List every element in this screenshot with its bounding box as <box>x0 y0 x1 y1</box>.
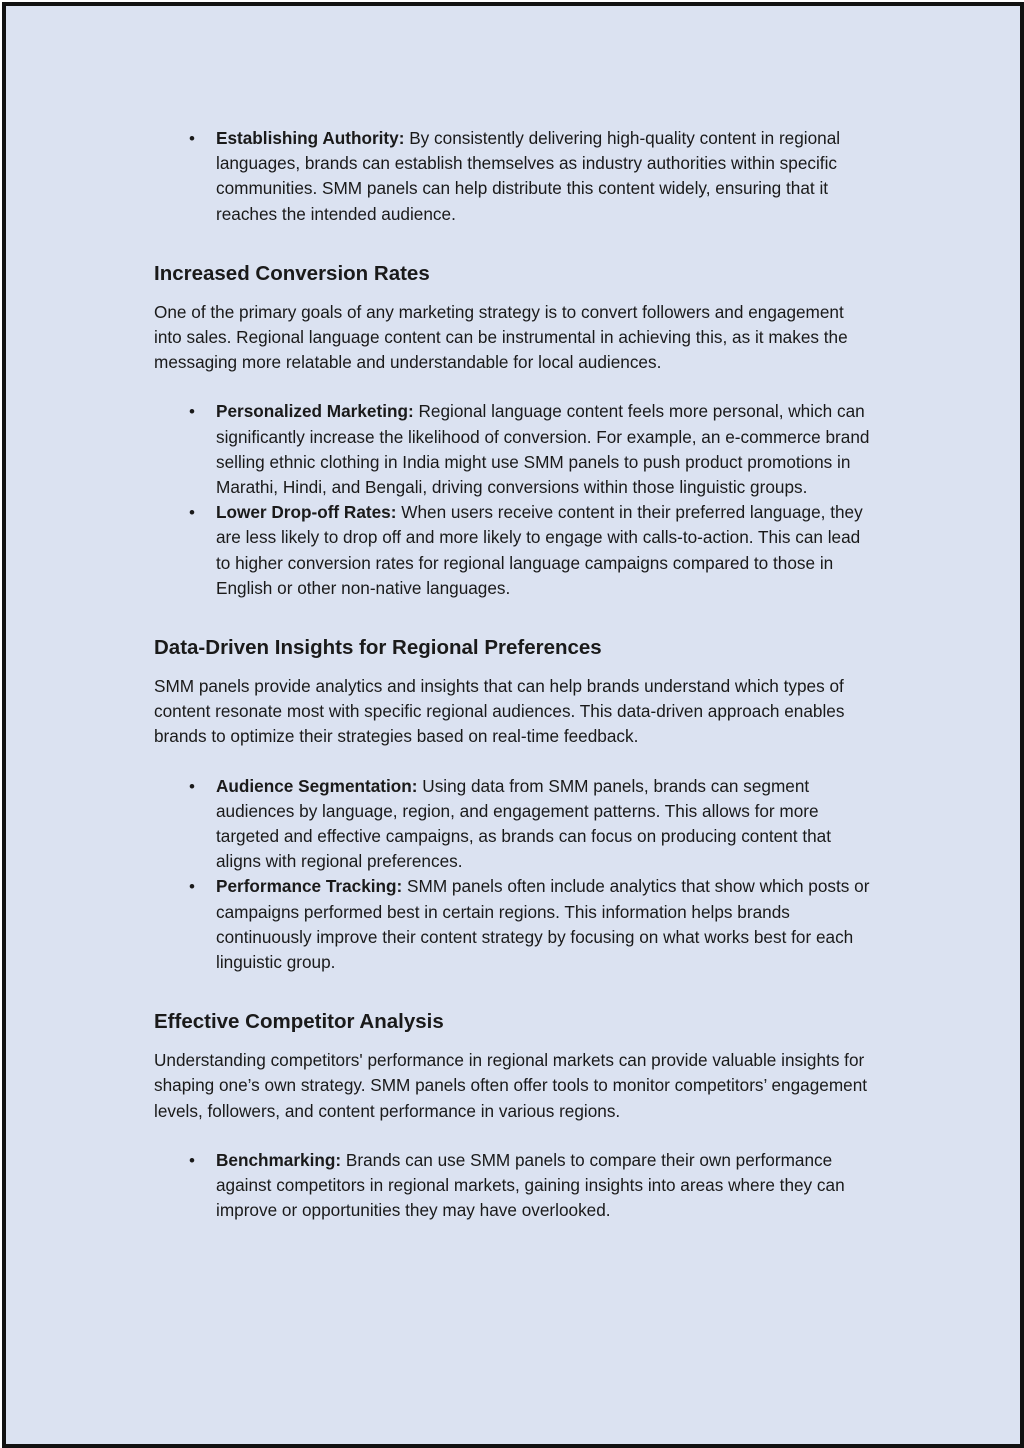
section-effective-competitor-analysis <box>154 1008 874 1223</box>
bullet-label: Performance Tracking: <box>216 876 403 897</box>
bullet-dot-icon: • <box>189 1150 195 1170</box>
intro-bullet-list <box>154 126 874 227</box>
bullet-text: When users receive content in their preferred language, they are less likely to drop off and more likely to engage with calls-to-action. This can lead to higher conversion rates for regional language campaigns compared to those in English or other non-native languages. <box>216 502 863 598</box>
bullet-label: Lower Drop-off Rates: <box>216 502 397 523</box>
bullet-label: Audience Segmentation: <box>216 775 418 796</box>
bullet-item-establishing-authority <box>154 126 874 227</box>
bullet-text: SMM panels often include analytics that show which posts or campaigns performed best in certain regions. This information helps brands continuously improve their content strategy by focusing on what works best for each linguistic group. <box>216 876 870 973</box>
document-content <box>154 126 874 1224</box>
bullet-dot-icon: • <box>189 776 195 796</box>
section-bullet-list <box>154 1148 874 1224</box>
bullet-text: Using data from SMM panels, brands can segment audiences by language, region, and engagement patterns. This allows for more targeted and effective campaigns, as brands can focus on producing content that aligns with regional preferences. <box>216 775 832 872</box>
bullet-item-benchmarking <box>154 1148 874 1224</box>
bullet-item-performance-tracking <box>154 874 874 975</box>
section-bullet-list <box>154 774 874 976</box>
section-heading: Effective Competitor Analysis <box>154 1010 444 1034</box>
bullet-text: Regional language content feels more personal, which can significantly increase the likelihood of conversion. For example, an e-commerce brand selling ethnic clothing in India might use SMM panels to push product promotions in Marathi, Hindi, and Bengali, driving conversions within those linguistic groups. <box>216 401 870 498</box>
bullet-label: Establishing Authority: <box>216 128 405 148</box>
bullet-text: Brands can use SMM panels to compare their own performance against competitors in regional markets, gaining insights into areas where they can improve or opportunities they may have overlooked. <box>216 1149 845 1221</box>
bullet-dot-icon: • <box>189 877 195 897</box>
section-intro-paragraph: SMM panels provide analytics and insights that can help brands understand which types of content resonate most with specific regional audiences. This data-driven approach enables brands to optimize their strategies based on real-time feedback. <box>154 676 845 747</box>
bullet-label: Personalized Marketing: <box>216 401 414 422</box>
bullet-dot-icon: • <box>189 503 195 523</box>
section-bullet-list <box>154 399 874 601</box>
bullet-item-personalized-marketing <box>154 399 874 500</box>
section-data-driven-insights <box>154 634 874 975</box>
bullet-dot-icon: • <box>189 402 195 422</box>
section-heading: Data-Driven Insights for Regional Preferences <box>154 636 602 660</box>
bullet-text: By consistently delivering high-quality content in regional languages, brands can establish themselves as industry authorities within specific communities. SMM panels can help distribute this content widely, ensuring that it reaches the intended audience. <box>216 128 841 224</box>
document-page <box>2 2 1024 1448</box>
bullet-dot-icon: • <box>189 129 195 148</box>
bullet-item-audience-segmentation <box>154 774 874 875</box>
section-intro-paragraph: Understanding competitors' performance in regional markets can provide valuable insights for shaping one’s own strategy. SMM panels often offer tools to monitor competitors’ engagement levels, followers, and content performance in various regions. <box>154 1050 868 1121</box>
bullet-label: Benchmarking: <box>216 1149 342 1170</box>
section-increased-conversion-rates <box>154 260 874 601</box>
section-heading: Increased Conversion Rates <box>154 261 430 285</box>
bullet-item-lower-drop-off-rates <box>154 500 874 601</box>
section-intro-paragraph: One of the primary goals of any marketing strategy is to convert followers and engagement into sales. Regional language content can be instrumental in achieving this, as it makes the messaging more relatable and understandable for local audiences. <box>154 301 848 373</box>
